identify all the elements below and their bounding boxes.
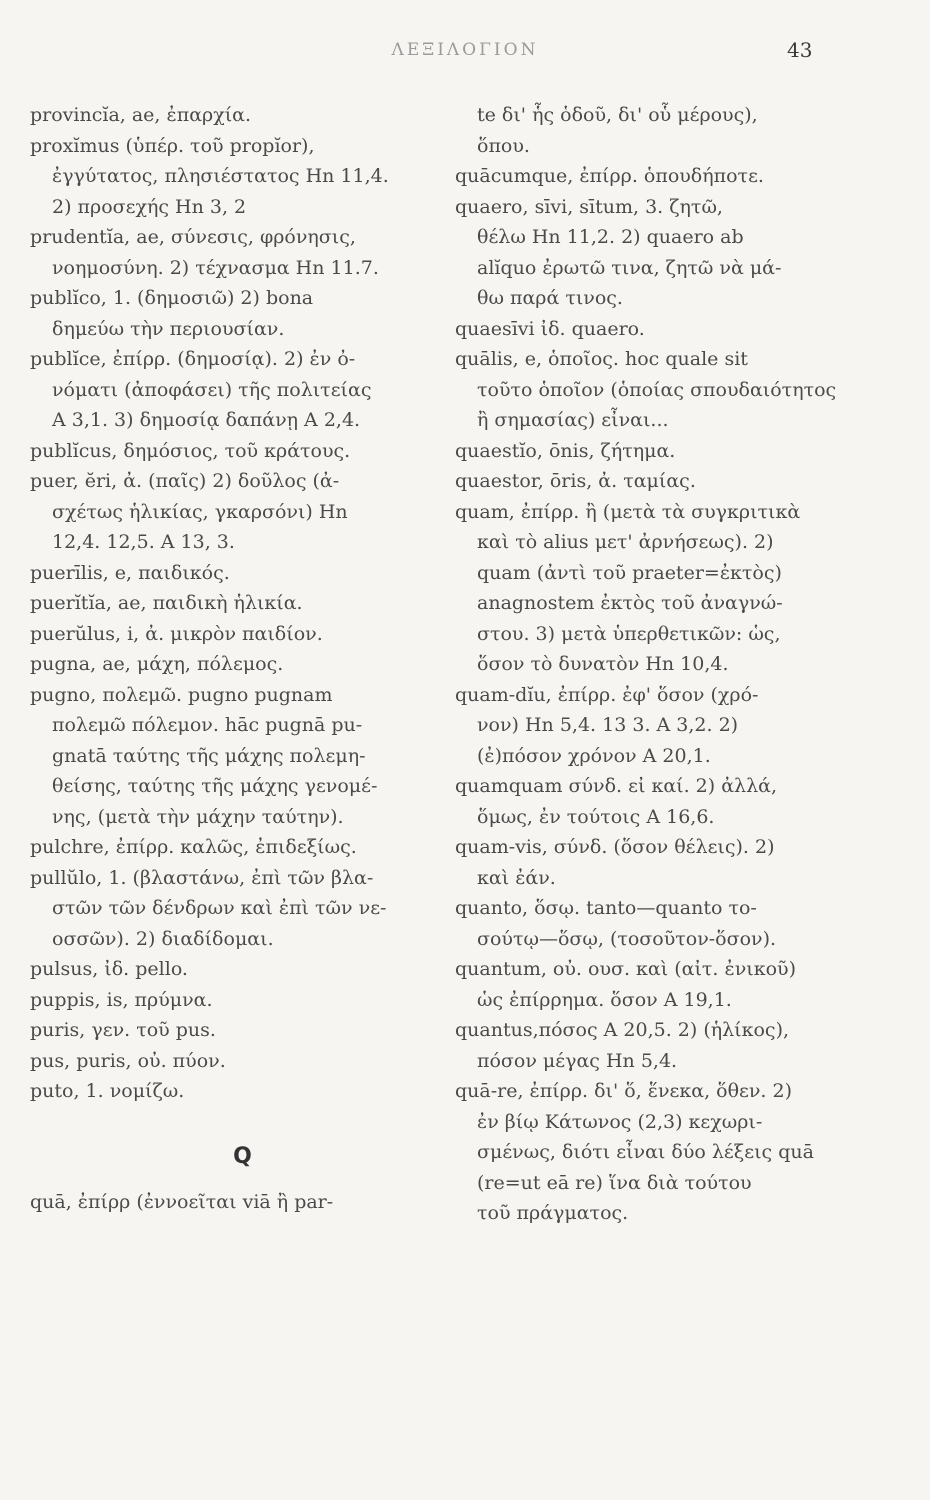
dictionary-line: θέλω Hn 11,2. 2) quaero ab	[477, 226, 744, 248]
dictionary-line: quaestor, ōris, ἀ. ταμίας.	[455, 470, 696, 492]
dictionary-line: ἐγγύτατος, πλησιέστατος Hn 11,4.	[52, 165, 389, 187]
dictionary-line: νης, (μετὰ τὴν μάχην ταύτην).	[52, 805, 344, 828]
dictionary-line: proxĭmus (ὑπέρ. τοῦ propĭor),	[30, 134, 315, 157]
dictionary-line: ὡς ἐπίρρημα. ὅσον A 19,1.	[477, 988, 732, 1011]
dictionary-line: τοῦ πράγματος.	[477, 1202, 629, 1224]
dictionary-line: σχέτως ἡλικίας, γκαρσόνι) Hn	[52, 500, 348, 523]
dictionary-line: publĭco, 1. (δημοσιῶ) 2) bona	[30, 287, 314, 309]
dictionary-line: gnatā ταύτης τῆς μάχης πολεμη-	[52, 744, 366, 767]
dictionary-line: puerŭlus, i, ἀ. μικρὸν παιδίον.	[30, 622, 323, 645]
dictionary-line: publĭcus, δημόσιος, τοῦ κράτους.	[30, 439, 351, 462]
dictionary-line: publĭce, ἐπίρρ. (δημοσίᾳ). 2) ἐν ὀ-	[30, 348, 356, 370]
dictionary-line: σμένως, διότι εἶναι δύο λέξεις quā	[477, 1141, 814, 1163]
dictionary-line: te δι' ἧς ὁδοῦ, δι' οὗ μέρους),	[477, 104, 758, 126]
section-letter: Q	[233, 1143, 252, 1169]
dictionary-line: νον) Hn 5,4. 13 3. A 3,2. 2)	[477, 714, 739, 736]
dictionary-line: quaero, sīvi, sītum, 3. ζητῶ,	[455, 195, 723, 218]
dictionary-line: 12,4. 12,5. A 13, 3.	[52, 531, 235, 553]
dictionary-line: A 3,1. 3) δημοσίᾳ δαπάνῃ A 2,4.	[52, 409, 361, 431]
dictionary-line: quācumque, ἐπίρρ. ὁπουδήποτε.	[455, 165, 764, 187]
running-title: ΛΕΞΙΛΟΓΙΟΝ	[391, 40, 539, 60]
dictionary-line: quam, ἐπίρρ. ἢ (μετὰ τὰ συγκριτικὰ	[455, 500, 801, 523]
dictionary-line: οσσῶν). 2) διαδίδομαι.	[52, 927, 274, 950]
dictionary-line: prudentĭa, ae, σύνεσις, φρόνησις,	[30, 226, 356, 248]
dictionary-line: provincĭa, ae, ἐπαρχία.	[30, 104, 252, 126]
dictionary-line: quā, ἐπίρρ (ἐννοεῖται viā ἢ par-	[30, 1190, 334, 1213]
dictionary-line: ὅσον τὸ δυνατὸν Hn 10,4.	[477, 653, 729, 675]
dictionary-line: alĭquo ἐρωτῶ τινα, ζητῶ νὰ μά-	[477, 256, 782, 279]
dictionary-line: pullŭlo, 1. (βλαστάνω, ἐπὶ τῶν βλα-	[30, 866, 374, 889]
dictionary-line: pus, puris, οὐ. πύον.	[30, 1049, 226, 1072]
dictionary-line: δημεύω τὴν περιουσίαν.	[52, 317, 285, 340]
dictionary-line: puto, 1. νομίζω.	[30, 1080, 185, 1102]
right-column	[455, 100, 895, 1229]
page-number: 43	[787, 38, 813, 62]
dictionary-line: νόματι (ἀποφάσει) τῆς πολιτείας	[52, 378, 372, 401]
dictionary-line: puerīlis, e, παιδικός.	[30, 561, 230, 584]
dictionary-line: quanto, ὅσῳ. tanto—quanto το-	[455, 897, 757, 919]
dictionary-line: ἐν βίῳ Κάτωνος (2,3) κεχωρι-	[477, 1110, 763, 1133]
dictionary-line: (ἐ)πόσον χρόνον A 20,1.	[477, 744, 711, 767]
dictionary-line: πόσον μέγας Hn 5,4.	[477, 1049, 678, 1072]
dictionary-line: 2) προσεχής Hn 3, 2	[52, 195, 247, 218]
dictionary-line: puerĭtĭa, ae, παιδικὴ ἡλικία.	[30, 592, 303, 614]
dictionary-line: quaesīvi ἰδ. quaero.	[455, 317, 645, 340]
dictionary-line: quaestĭo, ōnis, ζήτημα.	[455, 439, 676, 462]
dictionary-line: quantum, οὐ. ουσ. καὶ (αἰτ. ἐνικοῦ)	[455, 958, 796, 980]
dictionary-line: πολεμῶ πόλεμον. hāc pugnā pu-	[52, 714, 363, 736]
dictionary-line: (re=ut eā re) ἵνα διὰ τούτου	[477, 1171, 752, 1194]
dictionary-line: καὶ τὸ alius μετ' ἀρνήσεως). 2)	[477, 531, 774, 553]
dictionary-line: τοῦτο ὁποῖον (ὁποίας σπουδαιότητος	[477, 378, 837, 401]
dictionary-line: ὅμως, ἐν τούτοις A 16,6.	[477, 805, 715, 828]
dictionary-line: θω παρά τινος.	[477, 287, 623, 309]
dictionary-line: quamquam σύνδ. εἰ καί. 2) ἀλλά,	[455, 775, 778, 797]
dictionary-line: quam-vis, σύνδ. (ὅσον θέλεις). 2)	[455, 836, 775, 858]
dictionary-line: puer, ĕri, ἀ. (παῖς) 2) δοῦλος (ἀ-	[30, 470, 340, 492]
dictionary-line: quālis, e, ὁποῖος. hoc quale sit	[455, 348, 748, 370]
dictionary-line: puppis, is, πρύμνα.	[30, 988, 213, 1011]
dictionary-line: pugna, ae, μάχη, πόλεμος.	[30, 653, 284, 675]
dictionary-line: quam-dĭu, ἐπίρρ. ἐφ' ὅσον (χρό-	[455, 683, 759, 706]
dictionary-line: pulchre, ἐπίρρ. καλῶς, ἐπιδεξίως.	[30, 836, 357, 858]
left-column	[30, 100, 455, 1217]
dictionary-line: quantus,πόσος A 20,5. 2) (ἡλίκος),	[455, 1019, 790, 1041]
dictionary-line: ἢ σημασίας) εἶναι...	[477, 409, 669, 431]
dictionary-line: puris, γεν. τοῦ pus.	[30, 1019, 216, 1041]
dictionary-line: νοημοσύνη. 2) τέχνασμα Hn 11.7.	[52, 256, 379, 279]
dictionary-line: quam (ἀντὶ τοῦ praeter=ἐκτὸς)	[477, 561, 782, 584]
dictionary-line: καὶ ἐάν.	[477, 866, 556, 889]
dictionary-line: quā-re, ἐπίρρ. δι' ὅ, ἕνεκα, ὅθεν. 2)	[455, 1080, 792, 1102]
dictionary-line: anagnostem ἐκτὸς τοῦ ἀναγνώ-	[477, 592, 783, 614]
dictionary-line: στου. 3) μετὰ ὑπερθετικῶν: ὡς,	[477, 622, 781, 645]
dictionary-line: σούτῳ—ὅσῳ, (τοσοῦτον-ὅσον).	[477, 927, 777, 950]
dictionary-line: pulsus, ἰδ. pello.	[30, 958, 188, 980]
dictionary-line: ὅπου.	[477, 134, 530, 157]
dictionary-line: pugno, πολεμῶ. pugno pugnam	[30, 683, 333, 706]
dictionary-line: στῶν τῶν δένδρων καὶ ἐπὶ τῶν νε-	[52, 897, 387, 919]
dictionary-line: θείσης, ταύτης τῆς μάχης γενομέ-	[52, 775, 378, 797]
